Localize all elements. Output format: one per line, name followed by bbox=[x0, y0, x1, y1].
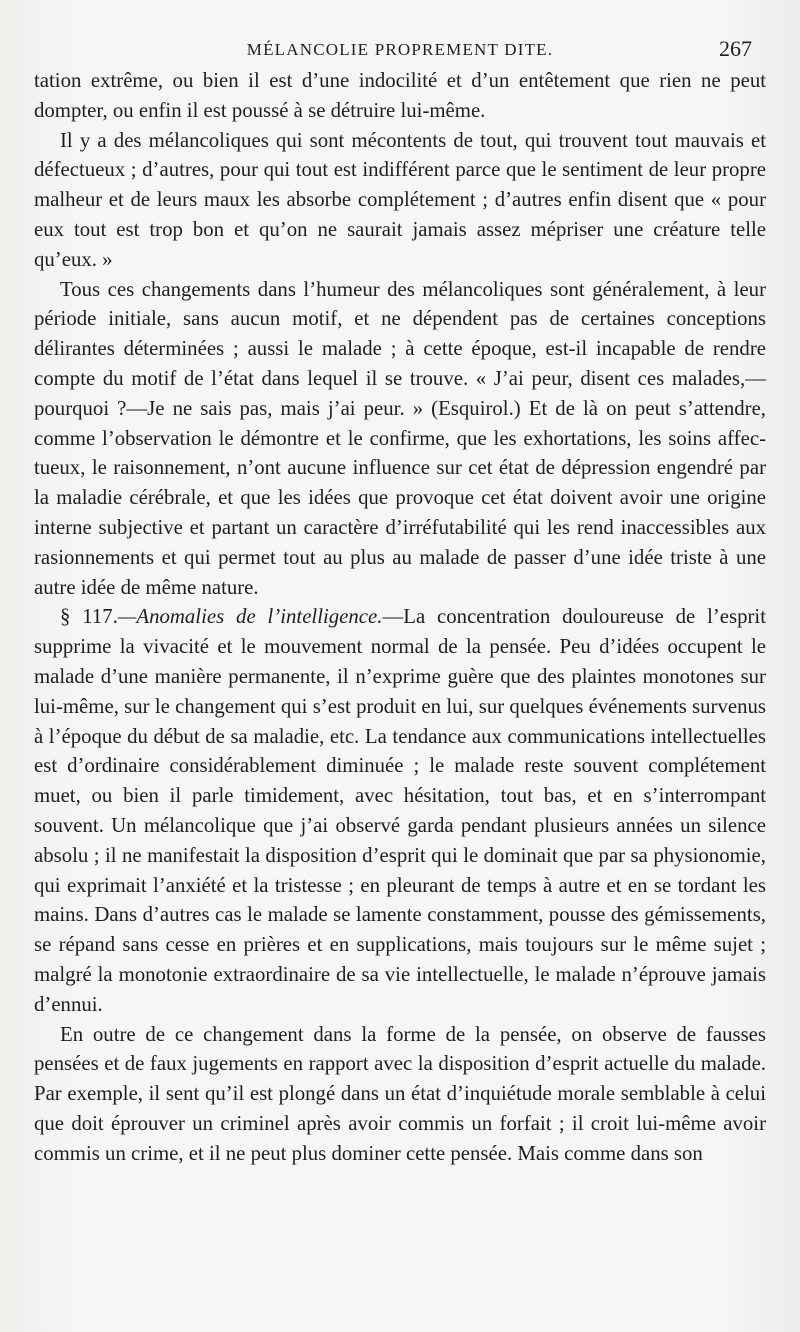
running-head bbox=[34, 36, 766, 66]
section-text: —La concentration douloureuse de l’esprit supprime la vivacité et le mouvement normal de la pensée. Peu d’idées occupent le malade d’une manière permanente, il n’exprime guère que des plaintes monotones sur lui-même, sur le changement qui s’est produit en lui, sur quelques événements survenus à l’époque du début de sa maladie, etc. La tendance aux communications intellectuelles est d’ordinaire considérablement diminuée ; le malade reste souvent complétement muet, ou bien il parle timidement, avec hésitation, tout bas, et en s’interrompant souvent. Un mélancolique que j’ai observé garda pendant plusieurs années un silence absolu ; il ne manifestait la disposition d’esprit qui le dominait que par sa physionomie, qui exprimait l’anxiété et la tristesse ; en pleurant de temps à autre et en se tordant les mains. Dans d’autres cas le malade se lamente constamment, pousse des gémissements, se répand sans cesse en prières et en supplications, mais toujours sur le même sujet ; malgré la monotonie extraordinaire de sa vie intellectuelle, le malade n’éprouve jamais d’ennui. bbox=[34, 605, 766, 1016]
paragraph: Il y a des mélancoliques qui sont mécontents de tout, qui trouvent tout mauvais et défectueux ; d’autres, pour qui tout est indifférent parce que le sentiment de leur propre malheur et de leurs maux les absorbe complétement ; d’autres enfin disent que « pour eux tout est trop bon et qu’on ne saurait jamais assez mépriser une créature telle qu’eux. » bbox=[34, 128, 766, 271]
section-number: § 117. bbox=[60, 605, 118, 629]
paragraph-continuation: tation extrême, ou bien il est d’une indocilité et d’un entêtement que rien ne peut dompter, ou enfin il est poussé à se détruire lui-même. bbox=[34, 69, 766, 122]
section-117-paragraph bbox=[34, 602, 766, 1019]
page-number: 267 bbox=[719, 36, 752, 61]
paragraph: Tous ces changements dans l’humeur des mélancoliques sont généralement, à leur période initiale, sans aucun motif, et ne dépendent pas de certaines conceptions délirantes déterminées ; aussi le malade ; à cette époque, est-il incapable de rendre compte du motif de l’état dans lequel il se trouve. « J’ai peur, disent ces malades,—pourquoi ?—Je ne sais pas, mais j’ai peur. » (Esquirol.) Et de là on peut s’attendre, comme l’observation le démontre et le confirme, que les exhortations, les soins affectueux, le raisonnement, n’ont aucune influence sur cet état de dépression engendré par la maladie cérébrale, et que les idées que provoque cet état doivent avoir une origine interne subjective et partant un caractère d’irréfutabilité qui les rend inaccessibles aux rasionnements et qui permet tout au plus au malade de passer d’une idée triste à une autre idée de même nature. bbox=[34, 277, 766, 599]
body-text bbox=[34, 66, 766, 1168]
paragraph: En outre de ce changement dans la forme de la pensée, on observe de fausses pensées et de faux jugements en rapport avec la disposition d’esprit actuelle du malade. Par exemple, il sent qu’il est plongé dans un état d’inquiétude morale semblable à celui que doit éprouver un criminel après avoir commis un forfait ; il croit lui-même avoir commis un crime, et il ne peut plus dominer cette pensée. Mais comme dans son bbox=[34, 1022, 766, 1165]
section-heading: —Anomalies de l’intelligence. bbox=[117, 605, 383, 629]
running-title: MÉLANCOLIE PROPREMENT DITE. bbox=[246, 40, 554, 59]
